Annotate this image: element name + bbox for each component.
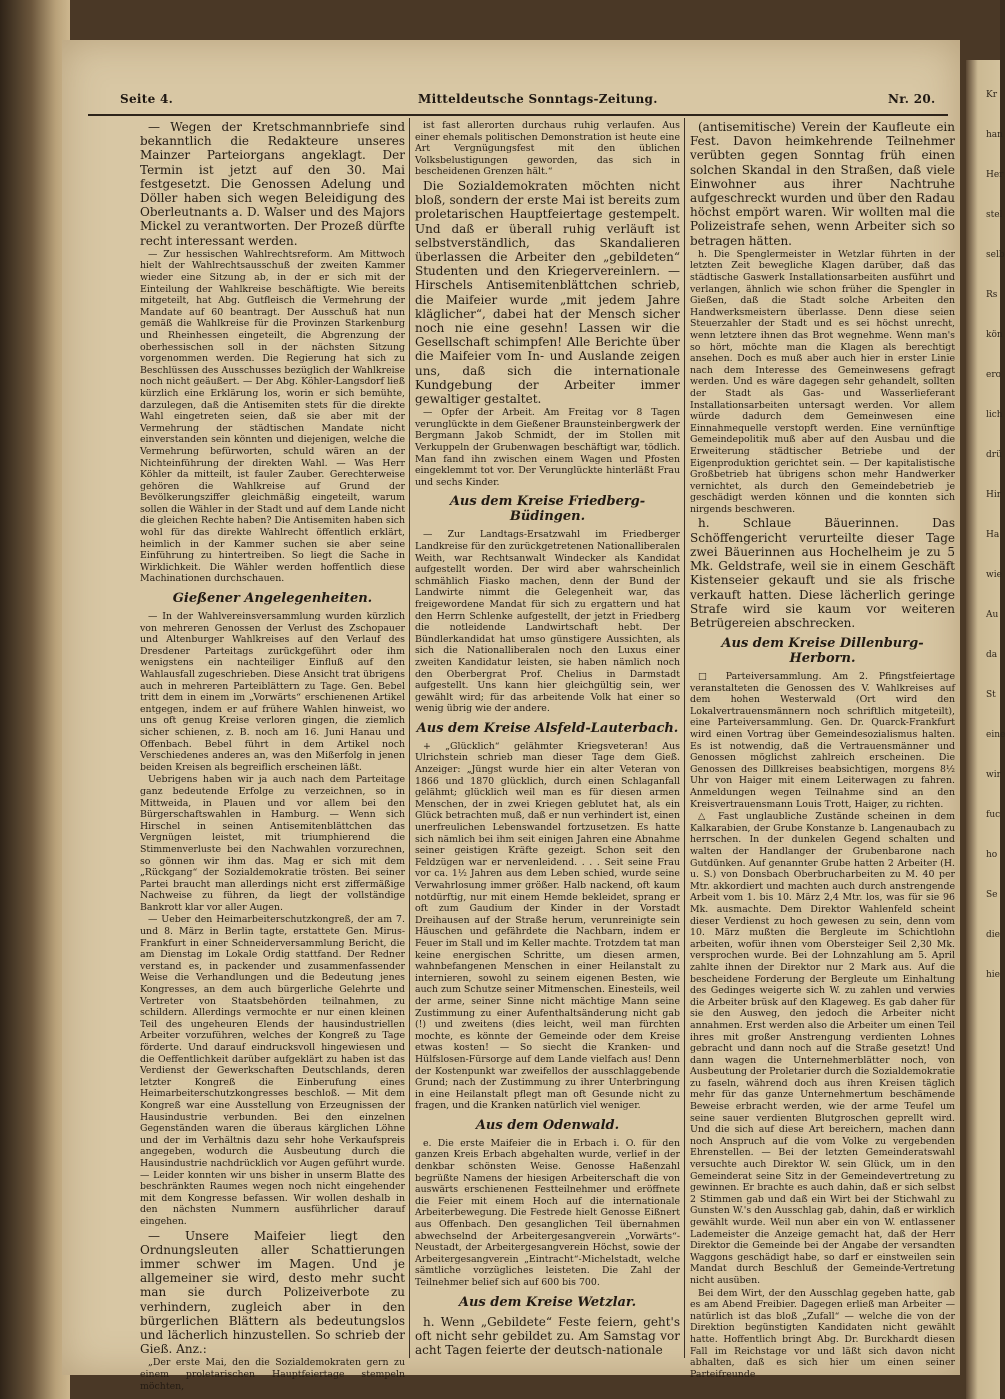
section-heading: Aus dem Kreise Alsfeld-Lauterbach. <box>416 720 679 736</box>
article-paragraph: (antisemitische) Verein der Kaufleute ein Fest. Davon heimkehrende Teilnehmer verübten gegen Sonntag früh einen solchen Skandal in den Straßen, daß viele Einwohner aus ihrer Nachtruhe aufgeschreckt wurden und über den Radau höchst empört waren. Wir wollten mal die Polizeistrafe sehen, wenn Arbeiter sich so betragen hätten. <box>690 120 955 248</box>
facing-page-fragment: kön <box>986 330 1003 340</box>
article-paragraph: e. Die erste Maifeier die in Erbach i. O. für den ganzen Kreis Erbach abgehalten wurde, verlief in der denkbar schönsten Weise. Genosse Haßenzahl begrüßte Namens der hiesigen Arbeiterschaft die von auswärts erschienenen Festteilnehmer und eröffnete die Feier mit einem Hoch auf die internationale Arbeiterbewegung. Die Festrede hielt Genosse Eißnert aus Offenbach. Den gesanglichen Teil übernahmen abwechselnd der Arbeitergesangverein „Vorwärts“-Neustadt, der Arbeitergesangverein Höchst, sowie der Arbeitergesangverein „Eintracht“-Michelstadt, welche sämtliche vorzügliches leisteten. Die Zahl der Teilnehmer belief sich auf 600 bis 700. <box>415 1137 680 1288</box>
section-heading: Aus dem Kreise Friedberg-Büdingen. <box>449 494 646 525</box>
article-paragraph: — Ueber den Heimarbeiterschutzkongreß, der am 7. und 8. März in Berlin tagte, erstattete Gen. Mirus-Frankfurt in einer Schneiderversammlung Bericht, die am Dienstag im Lokale Ordig stattfand. Der Redner verstand es, in packender und zusammenfassender Weise die Verhandlungen und die Bedeutung jenes Kongresses, an dem auch bürgerliche Gelehrte und Vertreter von Staatsbehörden teilnahmen, zu schildern. Allerdings vermochte er nur einen kleinen Teil des ungeheuren Elends der hausindustriellen Arbeiter vorzuführen, welches der Kongreß zu Tage förderte. Und darauf eindrucksvoll hingewiesen und die Oeffentlichkeit darüber aufgeklärt zu haben ist das Verdienst der Gewerkschaften Deutschlands, deren letzter Kongreß die Einberufung eines Heimarbeiterschutzkongresses beschloß. — Mit dem Kongreß war eine Ausstellung von Erzeugnissen der Hausindustrie verbunden. Bei den einzelnen Gegenständen waren die überaus kärglichen Löhne und der im Verhältnis dazu sehr hohe Verkaufspreis angegeben, wodurch die Ausbeutung durch die Hausindustrie nachdrücklich vor Augen geführt wurde. — Leider konnten wir uns bisher in unserm Blatte des beschränkten Raumes wegen noch nicht eingehender mit dem Kongresse befassen. Wir wollen deshalb in den nächsten Nummern ausführlicher darauf eingehen. <box>140 914 405 1227</box>
facing-page-edge <box>966 60 1005 1399</box>
issue-number: Nr. 20. <box>888 92 936 106</box>
article-paragraph: Die Sozialdemokraten möchten nicht bloß, sondern der erste Mai ist bereits zum proletarischen Hauptfeiertage gestempelt. Und daß er überall ruhig verläuft ist selbstverständlich, das Skandalieren überlassen die Arbeiter den „gebildeten“ Studenten und den Kriegervereinlern. — Hirschels Antisemitenblättchen schrieb, die Maifeier wurde „mit jedem Jahre kläglicher“, dabei hat der Mensch sicher noch nie eine gesehn! Lassen wir die Gesellschaft schimpfen! Alle Berichte über die Maifeier vom In- und Auslande zeigen uns, daß sich die internationale Kundgebung der Arbeiter immer gewaltiger gestaltet. <box>415 178 680 407</box>
article-paragraph: ist fast allerorten durchaus ruhig verlaufen. Aus einer ehemals politischen Demonstration ist heute eine Art Vergnügungsfest mit den üblichen Volksbelustigungen geworden, das sich in bescheidenen Grenzen hält.“ <box>415 120 680 178</box>
article-paragraph: △ Fast unglaubliche Zustände scheinen in dem Kalkarabien, der Grube Konstanze b. Langenaubach zu herrschen. In der dunkelen Gegend schalten und walten der Handlanger der Grubenbarone nach Gutdünken. Auf genannter Grube hatten 2 Arbeiter (H. u. S.) von Donsbach Oberbrucharbeiten zu M. 40 per Mtr. akkordiert und machten auch durch anstrengende Arbeit vom 1. bis 10. März 2,4 Mtr. los, was für sie 96 Mk. ausmachte. Dem Direktor Wahlenfeld scheint dieser Verdienst zu hoch gewesen zu sein, denn vom 10. März mußten die Bergleute im Schichtlohn arbeiten, wofür ihnen vom Obersteiger Seil 2,30 Mk. versprochen wurde. Bei der Lohnzahlung am 5. April zahlte ihnen der Direktor nur 2 Mark aus. Auf die bescheidene Forderung der Bergleute um Einhaltung des Gedinges weigerte sich W. zu zahlen und verwies die Arbeiter brüsk auf den Klageweg. Es gab daher für sie den Ausweg, den jedoch die Arbeiter nicht annahmen. Erst werden also die Arbeiter um einen Teil ihres mit großer Anstrengung verdienten Lohnes gebracht und dann noch auf die Straße gesetzt! Und dann wagen die Unternehmerblätter noch, von Ausbeutung der Proletarier durch die Sozialdemokratie zu faseln, während doch aus ihren Kreisen täglich mehr für das ganze Unternehmertum beschämende Beweise erbracht werden, wie der arme Teufel um seine sauer verdienten Blutgroschen geprellt wird. Und die sich auf diese Art bereichern, machen dann noch Anspruch auf die vom Volke zu vergebenden Ehrenstellen. — Bei der letzten Gemeinderatswahl versuchte auch Direktor W. sein Glück, um in den Gemeinderat seine Sitz in der Gemeindevertretung zu gewinnen. Er brachte es auch dahin, daß er sich selbst 2 Stimmen gab und daß ein Wirt bei der Stichwahl zu Gunsten W.'s den Ausschlag gab, dahin, daß er wirklich gewählt wurde. Weil nun aber ein von W. entlassener Lademeister die Anzeige gemacht hat, daß der Herr Direktor die Gemeinde bei der Angabe der versandten Waggons geschädigt habe, so darf er einstweilen sein Mandat durch Beschluß der Gemeinde-Vertretung nicht ausüben. <box>690 811 955 1286</box>
facing-page-fragment: da <box>986 650 998 660</box>
facing-page-fragment: lich <box>986 410 1003 420</box>
header-rule <box>88 114 948 116</box>
article-paragraph: h. Wenn „Gebildete“ Feste feiern, geht's oft nicht sehr gebildet zu. Am Samstag vor acht Tagen feierte der deutsch-nationale <box>415 1314 680 1357</box>
article-paragraph: — Opfer der Arbeit. Am Freitag vor 8 Tagen verunglückte in dem Gießener Braunsteinbergwerk der Bergmann Jakob Schmidt, der im Stollen mit Verkuppeln der Grubenwagen beschäftigt war, tödlich. Man fand ihn zwischen einem Wagen und Pfosten eingeklemmt tot vor. Der Verunglückte hinterläßt Frau und sechs Kinder. <box>415 407 680 488</box>
column-3 <box>690 120 955 1381</box>
page-number-label: Seite 4. <box>120 92 174 106</box>
article-paragraph: + „Glücklich“ gelähmter Kriegsveteran! Aus Ulrichstein schrieb man dieser Tage dem Gieß. Anzeiger: „Jüngst wurde hier ein alter Veteran von 1866 und 1870 glücklich, durch einen Schlaganfall gelähmt; glücklich weil man es für diesen armen Menschen, der in zwei Kriegen geblutet hat, als ein Glück betrachten muß, daß er nun verhindert ist, einen unerfreulichen Lebenswandel fortzusetzen. Es hatte sich nämlich bei ihm seit einigen Jahren eine Abnahme seiner geistigen Kräfte gezeigt. Schon seit den Feldzügen war er nervenleidend. . . . Seit seine Frau vor ca. 1½ Jahren aus dem Leben schied, wurde seine Verwahrlosung immer größer. Halb nackend, oft kaum notdürftig, nur mit einem Hemde bekleidet, sprang er oft zum Gaudium der Kinder in der Vorstadt Dreihausen auf der Straße herum, verunreinigte sein Häuschen und gefährdete die Nachbarn, indem er Feuer im Stall und im Keller machte. Trotzdem tat man keine energischen Schritte, um diesen armen, wahnbefangenen Menschen in einer Heilanstalt zu internieren, sowohl zu seinem eigenen Besten, wie auch zum Schutze seiner Mitmenschen. Einesteils, weil der arme, seiner Sinne nicht mächtige Mann seine Zustimmung zu einer Aufenthaltsänderung nicht gab (!) und zweitens (dies leicht, weil man fürchten mochte, es könnte der Gemeinde oder dem Kreise etwas kosten! — So siecht die Kranken- und Hülfslosen-Fürsorge auf dem Lande vielfach aus! Denn der Kostenpunkt war zweifellos der ausschlaggebende Grund; nach der Zustimmung zu ihrer Unterbringung in eine Heilanstalt pflegt man oft Gesunde nicht zu fragen, und die Kranken natürlich viel weniger. <box>415 740 680 1112</box>
facing-page-fragment: Au <box>986 610 999 620</box>
article-paragraph: — Unsere Maifeier liegt den Ordnungsleuten aller Schattierungen immer schwer im Magen. Und je allgemeiner sie wird, desto mehr sucht man sie durch Polizeiverbote zu verhindern, zugleich aber in den bürgerlichen Blättern als bedeutungslos und lächerlich hinzustellen. So schrieb der Gieß. Anz.: <box>140 1228 405 1357</box>
facing-page-fragment: ho <box>986 850 998 860</box>
facing-page-fragment: Kr <box>986 90 998 100</box>
newspaper-title: Mitteldeutsche Sonntags-Zeitung. <box>418 92 658 106</box>
column-divider <box>409 118 410 1358</box>
section-heading: Gießener Angelegenheiten. <box>172 591 373 607</box>
facing-page-fragment: die <box>986 930 1000 940</box>
article-paragraph: — Zur Landtags-Ersatzwahl im Friedberger Landkreise für den zurückgetretenen Nationalliberalen Weith, war Rechtsanwalt Windecker als Kandidat aufgestellt worden. Der wird aber wahrscheinlich schmählich Fiasko machen, denn der Bund der Landwirte nimmt die Gelegenheit war, das freigewordene Mandat für sich zu ergattern und hat den Herrn Schlenke aufgestellt, der jetzt in Friedberg die notleidende Landwirtschaft hebt. Der Bündlerkandidat hat umso günstigere Aussichten, als sich die Nationalliberalen noch den Luxus einer zweiten Kandidatur leisten, sie haben nämlich noch den Oberbergrat Prof. Chelius in Darmstadt aufgestellt. Uns kann hier gleichgültig sein, wer gewählt wird; für das arbeitende Volk hat einer so wenig übrig wie der andere. <box>415 529 680 715</box>
article-paragraph: h. Die Spenglermeister in Wetzlar führten in der letzten Zeit bewegliche Klagen darüber, daß das städtische Gaswerk Installationsarbeiten ausführt und verlangen, ähnlich wie schon früher die Spengler in Gießen, daß die Stadt solche Arbeiten den Handwerksmeistern überlasse. Denn diese seien Steuerzahler der Stadt und es sei höchst unrecht, wenn letztere ihnen das Brot wegnehme. Wenn man's so hört, möchte man die Klagen als berechtigt ansehen. Doch es muß aber auch hier in erster Linie nach dem Interesse des Gemeinwesens gefragt werden. Und es wäre dagegen sehr gehandelt, sollten der Stadt als Gas- und Wasserlieferant Installationsarbeiten untersagt werden. Vor allem würde dadurch dem Gemeinwesen eine Einnahmequelle verstopft werden. Eine vernünftige Gemeindepolitik muß aber auf den Ausbau und die Erweiterung städtischer Betriebe und der Eigenproduktion gerichtet sein. — Der kapitalistische Großbetrieb hat übrigens schon mehr Handwerker vernichtet, als durch den Gemeindebetrieb je geschädigt werden können und die konnten sich nirgends beschweren. <box>690 248 955 515</box>
page-header <box>88 92 948 112</box>
facing-page-fragment: wir <box>986 770 1001 780</box>
article-paragraph: Uebrigens haben wir ja auch nach dem Parteitage ganz bedeutende Erfolge zu verzeichnen, so in Mittweida, in Plauen und vor allem bei den Bürgerschaftswahlen in Hamburg. — Wenn sich Hirschel in seinen Antisemitenblättchen das Vergnügen leistet, mit triumphierend die Stimmenverluste bei den Nachwahlen vorzurechnen, so gönnen wir ihm das. Mag er sich mit dem „Rückgang“ der Sozialdemokratie trösten. Bei seiner Partei braucht man allerdings nicht erst ziffermäßige Nachweise zu führen, da liegt der vollständige Bankrott klar vor aller Augen. <box>140 774 405 913</box>
facing-page-fragment: han <box>986 130 1003 140</box>
article-paragraph: — Wegen der Kretschmannbriefe sind bekanntlich die Redakteure unseres Mainzer Parteiorgans angeklagt. Der Termin ist jetzt auf den 30. Mai festgesetzt. Die Genossen Adelung und Döller haben sich wegen Beleidigung des Oberleutnants a. D. Walser und des Majors Mickel zu verantworten. Der Prozeß dürfte recht interessant werden. <box>140 120 405 248</box>
section-heading: Aus dem Odenwald. <box>475 1117 620 1133</box>
section-heading: Aus dem Kreise Dillenburg-Herborn. <box>721 636 924 667</box>
article-paragraph: — In der Wahlvereinsversammlung wurden kürzlich von mehreren Genossen der Verlust des Zschopauer und Altenburger Wahlkreises auf den Verlauf des Dresdener Parteitags zurückgeführt oder ihm wenigstens ein nachteiliger Einfluß auf den Wahlausfall zugeschrieben. Diese Ansicht trat übrigens auch in mehreren Parteiblättern zu Tage. Gen. Bebel tritt dem in einem im „Vorwärts“ erschienenen Artikel entgegen, indem er auf frühere Wahlen hinweist, wo uns oft genug Kreise verloren gingen, die ziemlich sicher schienen, z. B. noch am 16. Juni Hanau und Offenbach. Bebel führt in dem Artikel noch Verschiedenes anderes an, was den Mißerfolg in jenen beiden Kreisen als begreiflich erscheinen läßt. <box>140 611 405 773</box>
facing-page-fragment: ero <box>986 370 1002 380</box>
column-2 <box>415 120 680 1358</box>
article-paragraph: Bei dem Wirt, der den Ausschlag gegeben hatte, gab es am Abend Freibier. Dagegen erließ man Arbeiter — natürlich ist das bloß „Zufall“ — welche die von der Direktion begünstigten Kandidaten nicht gewählt hatte. Hoffentlich bringt Abg. Dr. Burckhardt diesen Fall im Reichstage vor und läßt sich davon nicht abhalten, daß es sich hier um einen seiner Parteifreunde <box>690 1287 955 1380</box>
facing-page-fragment: Ha <box>986 530 1000 540</box>
facing-page-fragment: stel <box>986 210 1003 220</box>
article-paragraph: — Zur hessischen Wahlrechtsreform. Am Mittwoch hielt der Wahlrechtsausschuß der zweiten Kammer wieder eine Sitzung ab, in der er sich mit der Einteilung der Wahlkreise beschäftigte. Wie bereits mitgeteilt, hat Abg. Gutfleisch die Vermehrung der Mandate auf 60 beantragt. Der Ausschuß hat nun gemäß die Wahlkreise für die Provinzen Starkenburg und Rheinhessen eingeteilt, die Abgrenzung der oberhessischen soll in der nächsten Sitzung vorgenommen werden. Die Regierung hat sich zu Beschlüssen des Ausschusses bezüglich der Wahlkreise noch nicht geäußert. — Der Abg. Köhler-Langsdorf ließ kürzlich eine Erklärung los, worin er sich bemühte, darzulegen, daß die Antisemiten stets für die direkte Wahl eingetreten seien, daß sie aber mit der Vermehrung der städtischen Mandate nicht einverstanden sein könnten und diejenigen, welche die Vermehrung befürworten, schuld wären an der Nichteinführung der direkten Wahl. — Was Herr Köhler da mitteilt, ist fauler Zauber. Gerechterweise gehören die Wahlkreise auf Grund der Bevölkerungsziffer gleichmäßig eingeteilt, warum sollen die Wähler in der Stadt und auf dem Lande nicht die gleichen Rechte haben? Die Antisemiten haben sich wohl für das direkte Wahlrecht öffentlich erklärt, heimlich in der Kammer suchen sie aber seine Einführung zu hintertreiben. So liegt die Sache in Wirklichkeit. Die Wähler werden hoffentlich diese Machinationen durchschauen. <box>140 248 405 585</box>
article-paragraph: „Der erste Mai, den die Sozialdemokraten gern zu einem proletarischen Hauptfeiertage stempeln möchten, <box>140 1357 405 1392</box>
column-divider <box>684 118 685 1358</box>
article-paragraph: □ Parteiversammlung. Am 2. Pfingstfeiertage veranstalteten die Genossen des V. Wahlkreises auf dem hohen Westerwald (Ort wird den Lokalvertrauensmännern noch schriftlich mitgeteilt), eine Parteiversammlung. Gen. Dr. Quarck-Frankfurt wird einen Vortrag über Gemeindesozialismus halten. Es ist notwendig, daß die Vertrauensmänner und Genossen möglichst zahlreich erscheinen. Die Genossen des Dillkreises beabsichtigen, morgens 8½ Uhr von Haiger mit einem Leiterwagen zu fahren. Anmeldungen wegen Teilnahme sind an den Kreisvertrauensmann Louis Trott, Haiger, zu richten. <box>690 671 955 810</box>
section-heading: Aus dem Kreise Wetzlar. <box>458 1294 637 1310</box>
facing-page-fragment: selb <box>986 250 1005 260</box>
facing-page-fragment: Hir <box>986 490 1002 500</box>
book-binding <box>0 0 70 1399</box>
facing-page-fragment: eine <box>986 730 1005 740</box>
facing-page-fragment: St <box>986 690 996 700</box>
article-paragraph: h. Schlaue Bäuerinnen. Das Schöffengericht verurteilte dieser Tage zwei Bäuerinnen aus Hochelheim je zu 5 Mk. Geldstrafe, weil sie in einem Geschäft Kistenseier gekauft und sie als frische verkauft hatten. Diese lächerlich geringe Strafe wird sie kaum vor weiteren Betrügereien abschrecken. <box>690 516 955 630</box>
column-1 <box>140 120 405 1393</box>
facing-page-fragment: hie <box>986 970 1001 980</box>
facing-page-fragment: Se <box>986 890 998 900</box>
facing-page-fragment: Rs <box>986 290 998 300</box>
facing-page-fragment: wie <box>986 570 1002 580</box>
facing-page-fragment: fuc <box>986 810 1001 820</box>
facing-page-fragment: drü <box>986 450 1002 460</box>
facing-page-fragment: Her <box>986 170 1004 180</box>
